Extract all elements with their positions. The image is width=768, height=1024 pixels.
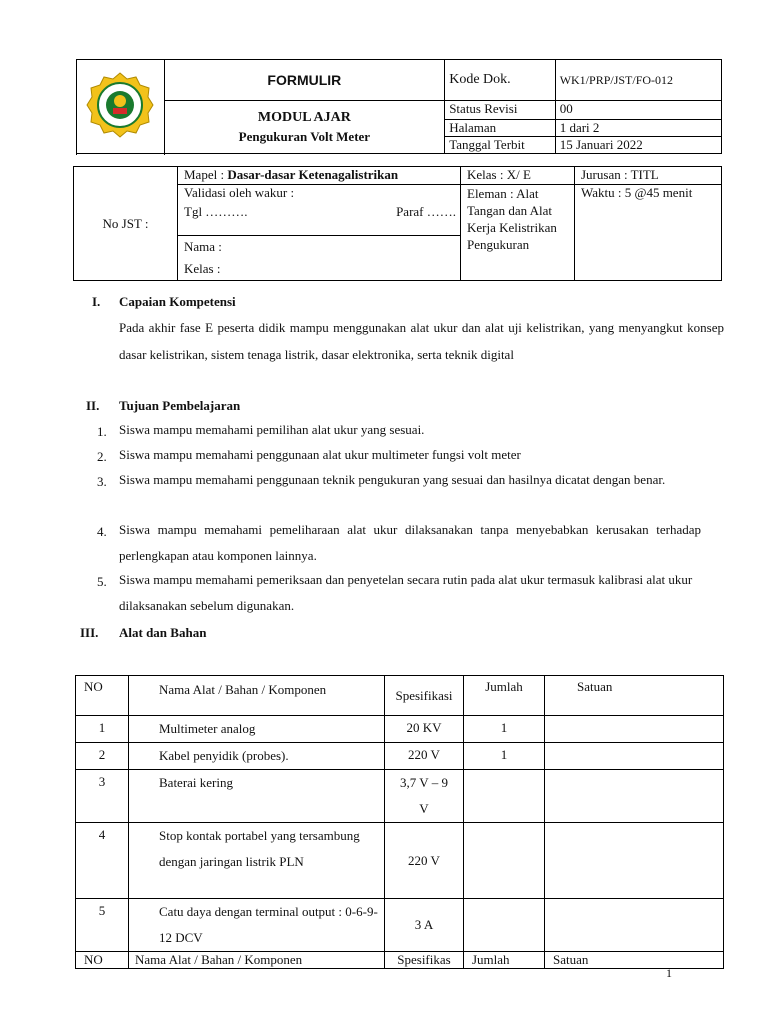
objective-4-number: 4. <box>97 524 107 539</box>
cell-jumlah <box>464 823 545 899</box>
cell-nama: Catu daya dengan terminal output : 0-6-9-12 DCV <box>129 899 385 952</box>
objective-5-text: Siswa mampu memahami pemeriksaan dan penyetelan secara rutin pada alat ukur termasuk kalibrasi alat ukur dilaksanakan sebelum digunakan. <box>119 572 693 613</box>
cell-satuan <box>545 899 724 952</box>
section-2-title: Tujuan Pembelajaran <box>119 398 241 413</box>
objective-1-text: Siswa mampu memahami pemilihan alat ukur yang sesuai. <box>119 422 425 437</box>
table-row <box>76 823 724 899</box>
table-row <box>76 899 724 952</box>
objective-3-number: 3. <box>97 474 107 489</box>
cell-satuan <box>545 770 724 823</box>
cell-satuan <box>545 823 724 899</box>
elemen: Eleman : Alat Tangan dan Alat Kerja Kelistrikan Pengukuran <box>461 185 575 281</box>
kelas-field: Kelas : <box>184 261 221 276</box>
cell-spesifikasi: 220 V <box>385 743 464 770</box>
footer-nama: Nama Alat / Bahan / Komponen <box>129 952 385 969</box>
col-header-no: NO <box>76 676 129 716</box>
cell-jumlah: 1 <box>464 716 545 743</box>
kode-dok-value: WK1/PRP/JST/FO-012 <box>555 60 721 101</box>
mapel-label: Mapel : <box>184 167 228 182</box>
modul-subtitle: Pengukuran Volt Meter <box>238 128 371 144</box>
cell-nama: Stop kontak portabel yang tersambung dengan jaringan listrik PLN <box>129 823 385 899</box>
alat-bahan-table <box>75 675 724 969</box>
cell-spesifikasi: 3,7 V – 9 V <box>385 770 464 823</box>
cell-jumlah <box>464 899 545 952</box>
col-header-jumlah: Jumlah <box>464 676 545 716</box>
jurusan: Jurusan : TITL <box>575 167 722 185</box>
paraf-field: Paraf ……. <box>396 204 456 219</box>
section-3-number: III. <box>80 625 99 640</box>
footer-spesifikasi: Spesifikas <box>385 952 464 969</box>
cell-satuan <box>545 716 724 743</box>
validasi-cell <box>178 185 461 236</box>
objective-1-number: 1. <box>97 424 107 439</box>
footer-jumlah: Jumlah <box>464 952 545 969</box>
cell-no: 4 <box>76 823 129 899</box>
cell-jumlah <box>464 770 545 823</box>
info-table <box>73 166 722 281</box>
objective-3-text: Siswa mampu memahami penggunaan teknik pengukuran yang sesuai dan hasilnya dicatat dengan benar. <box>119 472 666 487</box>
objective-4-text: Siswa mampu memahami pemeliharaan alat ukur dilaksanakan tanpa menyebabkan kerusakan terhadap perlengkapan atau komponen lainnya. <box>119 522 701 563</box>
section-2-number: II. <box>86 398 100 413</box>
kelas: Kelas : X/ E <box>461 167 575 185</box>
col-header-spesifikasi: Spesifikasi <box>385 676 464 716</box>
cell-spesifikasi: 3 A <box>385 899 464 952</box>
table-row <box>76 743 724 770</box>
footer-satuan: Satuan <box>545 952 724 969</box>
table-row <box>76 770 724 823</box>
cell-no: 3 <box>76 770 129 823</box>
objective-2-number: 2. <box>97 449 107 464</box>
no-jst: No JST : <box>74 167 178 281</box>
cell-spesifikasi: 220 V <box>385 823 464 899</box>
kode-dok-label: Kode Dok. <box>445 60 555 101</box>
footer-no: NO <box>76 952 129 969</box>
cell-no: 5 <box>76 899 129 952</box>
cell-nama: Kabel penyidik (probes). <box>129 743 385 770</box>
cell-jumlah: 1 <box>464 743 545 770</box>
mapel-value: Dasar-dasar Ketenagalistrikan <box>227 167 399 182</box>
objective-5-number: 5. <box>97 574 107 589</box>
col-header-satuan: Satuan <box>545 676 724 716</box>
cell-satuan <box>545 743 724 770</box>
table-header-row <box>76 676 724 716</box>
modul-cell <box>164 101 445 154</box>
status-revisi-label: Status Revisi <box>445 101 555 120</box>
section-1-title: Capaian Kompetensi <box>119 294 236 309</box>
table-footer-row <box>76 952 724 969</box>
nama-field: Nama : <box>184 239 222 254</box>
cell-nama: Baterai kering <box>129 770 385 823</box>
halaman-label: Halaman <box>445 120 555 137</box>
section-1-text: Pada akhir fase E peserta didik mampu menggunakan alat ukur dan alat uji kelistrikan, yang menyangkut konsep dasar kelistrikan, sistem tenaga listrik, dasar elektronika, serta teknik digital <box>119 320 724 362</box>
cell-no: 1 <box>76 716 129 743</box>
tanggal-terbit-value: 15 Januari 2022 <box>555 137 721 154</box>
validasi-label: Validasi oleh wakur : <box>184 185 295 200</box>
status-revisi-value: 00 <box>555 101 721 120</box>
formulir-title: FORMULIR <box>267 71 342 88</box>
modul-title: MODUL AJAR <box>257 109 351 125</box>
header-table <box>76 59 722 154</box>
table-row <box>76 716 724 743</box>
tgl-field: Tgl ………. <box>184 204 248 219</box>
col-header-nama: Nama Alat / Bahan / Komponen <box>129 676 385 716</box>
objective-2-text: Siswa mampu memahami penggunaan alat ukur multimeter fungsi volt meter <box>119 447 521 462</box>
halaman-value: 1 dari 2 <box>555 120 721 137</box>
school-logo-cell <box>77 60 165 154</box>
formulir-cell <box>164 60 445 101</box>
section-3-title: Alat dan Bahan <box>119 625 207 640</box>
cell-spesifikasi: 20 KV <box>385 716 464 743</box>
page-number: 1 <box>666 966 672 980</box>
cell-nama: Multimeter analog <box>129 716 385 743</box>
tanggal-terbit-label: Tanggal Terbit <box>445 137 555 154</box>
mapel-cell <box>178 167 461 185</box>
nama-kelas-cell <box>178 236 461 281</box>
waktu: Waktu : 5 @45 menit <box>575 185 722 281</box>
cell-no: 2 <box>76 743 129 770</box>
section-1-number: I. <box>92 294 101 309</box>
school-logo <box>86 71 154 139</box>
